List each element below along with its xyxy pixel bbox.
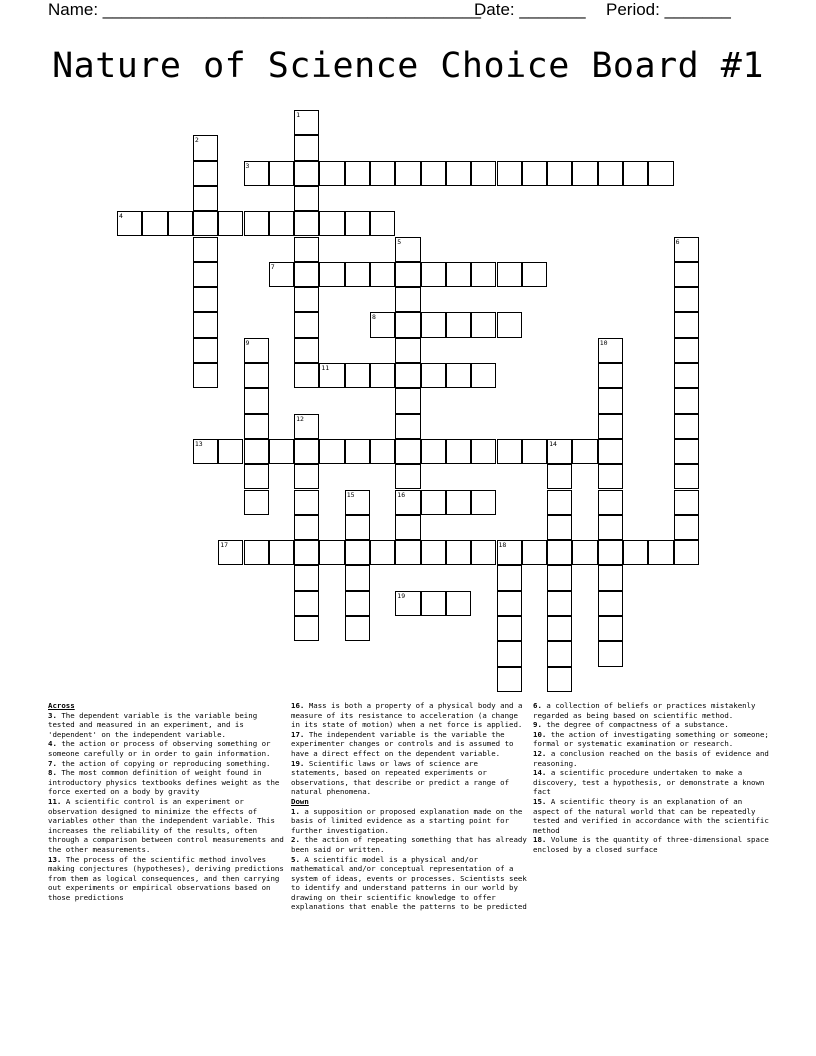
grid-cell[interactable]: [244, 464, 269, 489]
clue-text: the action or process of observing something or someone carefully or in order to gain information.: [48, 739, 271, 758]
grid-cell[interactable]: [471, 540, 496, 565]
clue-num: 9.: [533, 720, 542, 730]
clue-num: 17.: [291, 729, 305, 739]
clue-number: 7: [270, 262, 275, 271]
clue-text: a collection of beliefs or practices mistakenly regarded as being based on scientific method.: [533, 701, 756, 720]
grid-cell[interactable]: [497, 667, 522, 692]
period-label[interactable]: Period: _______: [606, 0, 731, 19]
grid-cell[interactable]: [244, 338, 269, 363]
grid-cell[interactable]: [294, 161, 319, 186]
grid-cell[interactable]: [522, 161, 547, 186]
grid-cell[interactable]: [294, 439, 319, 464]
grid-cell[interactable]: [471, 312, 496, 337]
grid-cell[interactable]: [193, 161, 218, 186]
grid-cell[interactable]: [674, 388, 699, 413]
clue-across: [291, 701, 527, 730]
grid-cell[interactable]: [345, 211, 370, 236]
grid-cell[interactable]: [294, 515, 319, 540]
grid-cell[interactable]: [547, 591, 572, 616]
grid-cell[interactable]: [446, 363, 471, 388]
grid-cell[interactable]: [294, 363, 319, 388]
clue-number: 12: [296, 414, 304, 423]
grid-cell[interactable]: [674, 312, 699, 337]
grid-cell[interactable]: [547, 515, 572, 540]
grid-cell[interactable]: [471, 439, 496, 464]
clue-down: [533, 768, 769, 797]
clue-number: 1: [296, 111, 301, 119]
grid-cell[interactable]: [395, 439, 420, 464]
grid-cell[interactable]: [294, 591, 319, 616]
clue-number: 5: [397, 237, 402, 246]
grid-cell[interactable]: [395, 287, 420, 312]
clue-number: 13: [194, 439, 203, 448]
clue-num: 1.: [291, 806, 300, 816]
grid-cell[interactable]: [572, 161, 597, 186]
clue-text: The process of the scientific method involves making conjectures (hypotheses), deriving predictions from them as logical consequences, and then carrying out experiments or empirical observations based on those predictions: [48, 854, 284, 902]
grid-cell[interactable]: [674, 414, 699, 439]
page-title: Nature of Science Choice Board #1: [52, 46, 764, 86]
clue-down: [291, 855, 527, 913]
clue-number: 9: [245, 338, 250, 347]
grid-cell[interactable]: [168, 211, 193, 236]
grid-cell[interactable]: [395, 414, 420, 439]
grid-cell[interactable]: [547, 490, 572, 515]
clue-text: the action of investigating something or someone; formal or systematic examination or research.: [533, 729, 769, 749]
grid-cell[interactable]: [193, 312, 218, 337]
grid-cell[interactable]: [598, 641, 623, 666]
clue-down: [533, 749, 769, 768]
grid-cell[interactable]: [294, 338, 319, 363]
grid-cell[interactable]: [446, 540, 471, 565]
grid-cell[interactable]: [598, 515, 623, 540]
clue-number: 18: [498, 541, 507, 550]
grid-cell[interactable]: [294, 186, 319, 211]
grid-cell[interactable]: [193, 287, 218, 312]
clue-across: [48, 739, 284, 758]
grid-cell[interactable]: [497, 262, 522, 287]
grid-cell[interactable]: [294, 490, 319, 515]
grid-cell[interactable]: [244, 439, 269, 464]
clue-num: 12.: [533, 748, 547, 758]
grid-cell[interactable]: [421, 161, 446, 186]
grid-cell[interactable]: [547, 464, 572, 489]
grid-cell[interactable]: [598, 616, 623, 641]
grid-cell[interactable]: [598, 591, 623, 616]
across-clues-part-2: [291, 701, 527, 797]
grid-cell[interactable]: [345, 515, 370, 540]
grid-cell[interactable]: [395, 388, 420, 413]
grid-cell[interactable]: [674, 515, 699, 540]
clue-text: Volume is the quantity of three-dimensional space enclosed by a closed surface: [533, 835, 769, 854]
grid-cell[interactable]: [370, 211, 395, 236]
grid-cell[interactable]: [421, 262, 446, 287]
grid-cell[interactable]: [294, 262, 319, 287]
grid-cell[interactable]: [421, 363, 446, 388]
grid-cell[interactable]: [294, 135, 319, 160]
grid-cell[interactable]: [294, 540, 319, 565]
grid-cell[interactable]: [547, 439, 572, 464]
clue-num: 15.: [533, 796, 547, 806]
grid-cell[interactable]: [269, 439, 294, 464]
grid-cell[interactable]: [598, 338, 623, 363]
grid-cell[interactable]: [345, 490, 370, 515]
grid-cell[interactable]: [370, 262, 395, 287]
clue-down: [533, 797, 769, 835]
grid-cell[interactable]: [269, 540, 294, 565]
grid-cell[interactable]: [319, 540, 344, 565]
grid-cell[interactable]: [193, 439, 218, 464]
grid-cell[interactable]: [370, 312, 395, 337]
down-clues-part-2: [533, 701, 769, 855]
grid-cell[interactable]: [345, 363, 370, 388]
grid-cell[interactable]: [547, 161, 572, 186]
across-heading: Across: [48, 701, 75, 710]
grid-cell[interactable]: [471, 490, 496, 515]
grid-cell[interactable]: [269, 161, 294, 186]
grid-cell[interactable]: [598, 161, 623, 186]
grid-cell[interactable]: [497, 591, 522, 616]
grid-cell[interactable]: [294, 414, 319, 439]
grid-cell[interactable]: [319, 363, 344, 388]
grid-cell[interactable]: [648, 540, 673, 565]
clue-number: 16: [397, 490, 406, 499]
clue-num: 7.: [48, 758, 57, 768]
grid-cell[interactable]: [446, 161, 471, 186]
clue-number: 15: [346, 490, 355, 499]
grid-cell[interactable]: [319, 211, 344, 236]
clue-num: 4.: [48, 739, 57, 749]
grid-cell[interactable]: [244, 388, 269, 413]
grid-cell[interactable]: [395, 363, 420, 388]
grid-cell[interactable]: [598, 439, 623, 464]
clue-across: [291, 759, 527, 797]
grid-cell[interactable]: [218, 439, 243, 464]
grid-cell[interactable]: [370, 439, 395, 464]
clue-down: [533, 720, 769, 730]
grid-cell[interactable]: [319, 262, 344, 287]
clue-down: [291, 807, 527, 836]
grid-cell[interactable]: [218, 211, 243, 236]
grid-cell[interactable]: [193, 237, 218, 262]
grid-cell[interactable]: [497, 312, 522, 337]
grid-cell[interactable]: [395, 591, 420, 616]
grid-cell[interactable]: [345, 262, 370, 287]
clue-num: 19.: [291, 758, 305, 768]
grid-cell[interactable]: [193, 211, 218, 236]
clue-num: 14.: [533, 768, 547, 778]
grid-cell[interactable]: [370, 161, 395, 186]
grid-cell[interactable]: [117, 211, 142, 236]
clue-down: [533, 835, 769, 854]
grid-cell[interactable]: [395, 237, 420, 262]
grid-cell[interactable]: [370, 363, 395, 388]
clue-number: 17: [220, 541, 229, 550]
clue-number: 10: [599, 338, 608, 347]
clue-num: 11.: [48, 796, 62, 806]
grid-cell[interactable]: [572, 540, 597, 565]
grid-cell[interactable]: [319, 161, 344, 186]
clue-text: Mass is both a property of a physical body and a measure of its resistance to acceleration (a change in its state of motion) when a net force is applied.: [291, 701, 523, 730]
grid-cell[interactable]: [421, 490, 446, 515]
grid-cell[interactable]: [345, 439, 370, 464]
grid-cell[interactable]: [446, 262, 471, 287]
grid-cell[interactable]: [193, 262, 218, 287]
clue-down: [533, 701, 769, 720]
grid-cell[interactable]: [674, 287, 699, 312]
grid-cell[interactable]: [598, 490, 623, 515]
grid-cell[interactable]: [497, 439, 522, 464]
grid-cell[interactable]: [294, 211, 319, 236]
grid-cell[interactable]: [497, 641, 522, 666]
grid-cell[interactable]: [421, 439, 446, 464]
grid-cell[interactable]: [674, 262, 699, 287]
grid-cell[interactable]: [319, 439, 344, 464]
grid-cell[interactable]: [674, 439, 699, 464]
grid-cell[interactable]: [497, 565, 522, 590]
grid-cell[interactable]: [446, 312, 471, 337]
grid-cell[interactable]: [244, 490, 269, 515]
clue-number: 6: [675, 237, 680, 246]
grid-cell[interactable]: [294, 312, 319, 337]
grid-cell[interactable]: [674, 363, 699, 388]
grid-cell[interactable]: [395, 540, 420, 565]
grid-cell[interactable]: [269, 262, 294, 287]
grid-cell[interactable]: [244, 363, 269, 388]
clue-num: 16.: [291, 701, 305, 710]
grid-cell[interactable]: [598, 565, 623, 590]
clue-text: the action of repeating something that has already been said or written.: [291, 835, 527, 854]
grid-cell[interactable]: [193, 338, 218, 363]
grid-cell[interactable]: [547, 565, 572, 590]
grid-cell[interactable]: [294, 287, 319, 312]
clue-across: [48, 711, 284, 740]
grid-cell[interactable]: [648, 161, 673, 186]
grid-cell[interactable]: [395, 338, 420, 363]
clue-number: 2: [194, 136, 199, 145]
grid-cell[interactable]: [522, 439, 547, 464]
clue-down: [533, 730, 769, 749]
grid-cell[interactable]: [547, 616, 572, 641]
grid-cell[interactable]: [244, 414, 269, 439]
grid-cell[interactable]: [395, 312, 420, 337]
grid-cell[interactable]: [345, 616, 370, 641]
grid-cell[interactable]: [421, 540, 446, 565]
clue-text: A scientific control is an experiment or observation designed to minimize the effects of variables other than the independent variable. This increases the reliability of the results, often through a comparison between control measurements and the other measurements.: [48, 796, 284, 854]
clue-num: 10.: [533, 729, 547, 739]
clue-across: [48, 797, 284, 855]
grid-cell[interactable]: [345, 161, 370, 186]
clue-num: 2.: [291, 835, 300, 845]
grid-cell[interactable]: [674, 464, 699, 489]
clue-across: [48, 759, 284, 769]
grid-cell[interactable]: [446, 591, 471, 616]
clue-across: [48, 855, 284, 903]
grid-cell[interactable]: [471, 161, 496, 186]
grid-cell[interactable]: [674, 540, 699, 565]
clue-text: a scientific procedure undertaken to make a discovery, test a hypothesis, or demonstrate a known fact: [533, 768, 765, 797]
grid-cell[interactable]: [345, 591, 370, 616]
grid-cell[interactable]: [598, 540, 623, 565]
grid-cell[interactable]: [421, 312, 446, 337]
clue-text: The dependent variable is the variable being tested and measured in an experiment, and is 'dependent' on the independent variable.: [48, 710, 258, 739]
grid-cell[interactable]: [572, 439, 597, 464]
grid-cell[interactable]: [395, 262, 420, 287]
clue-num: 6.: [533, 701, 542, 710]
grid-cell[interactable]: [623, 161, 648, 186]
clue-num: 8.: [48, 768, 57, 778]
across-clues-part-1: [48, 711, 284, 903]
clue-num: 5.: [291, 854, 300, 864]
grid-cell[interactable]: [142, 211, 167, 236]
clues-column-2: [291, 701, 527, 912]
clue-text: The independent variable is the variable the experimenter changes or controls and is assumed to have a direct effect on the dependent variable.: [291, 729, 514, 758]
grid-cell[interactable]: [547, 641, 572, 666]
clue-text: The most common definition of weight found in introductory physics textbooks defines weight as the force exerted on a body by gravity: [48, 768, 280, 797]
clue-number: 19: [397, 591, 406, 600]
clue-text: A scientific theory is an explanation of an aspect of the natural world that can be repeatedly tested and verified in accordance with the scientific method: [533, 796, 769, 835]
clue-num: 3.: [48, 710, 57, 720]
grid-cell[interactable]: [193, 363, 218, 388]
grid-cell[interactable]: [269, 211, 294, 236]
grid-cell[interactable]: [294, 110, 319, 135]
grid-cell[interactable]: [522, 540, 547, 565]
clues-column-3: [533, 701, 769, 855]
grid-cell[interactable]: [522, 262, 547, 287]
down-heading: Down: [291, 796, 309, 806]
grid-cell[interactable]: [370, 540, 395, 565]
grid-cell[interactable]: [294, 565, 319, 590]
grid-cell[interactable]: [547, 667, 572, 692]
clue-num: 13.: [48, 854, 62, 864]
clue-text: A scientific model is a physical and/or mathematical and/or conceptual representation of a system of ideas, events or processes. Scientists seek to identify and understand patterns in our world by drawing on their scientific knowledge to offer explanations that enable the patterns to be predicted: [291, 854, 527, 912]
grid-cell[interactable]: [623, 540, 648, 565]
clue-text: a conclusion reached on the basis of evidence and reasoning.: [533, 748, 769, 768]
grid-cell[interactable]: [294, 464, 319, 489]
grid-cell[interactable]: [395, 464, 420, 489]
grid-cell[interactable]: [674, 237, 699, 262]
clue-down: [291, 835, 527, 854]
grid-cell[interactable]: [674, 490, 699, 515]
clue-text: the degree of compactness of a substance.: [546, 720, 729, 730]
grid-cell[interactable]: [395, 515, 420, 540]
clues-column-1: [48, 701, 284, 902]
grid-cell[interactable]: [471, 262, 496, 287]
grid-cell[interactable]: [218, 540, 243, 565]
grid-cell[interactable]: [244, 161, 269, 186]
grid-cell[interactable]: [345, 565, 370, 590]
clue-text: Scientific laws or laws of science are statements, based on repeated experiments or observations, that describe or predict a range of natural phenomena.: [291, 758, 510, 797]
name-label[interactable]: Name: ________________________________________: [48, 0, 481, 19]
grid-cell[interactable]: [446, 439, 471, 464]
grid-cell[interactable]: [395, 161, 420, 186]
grid-cell[interactable]: [395, 490, 420, 515]
grid-cell[interactable]: [193, 135, 218, 160]
clue-num: 18.: [533, 835, 547, 845]
grid-cell[interactable]: [598, 388, 623, 413]
clue-text: a supposition or proposed explanation made on the basis of limited evidence as a starting point for further investigation.: [291, 806, 523, 835]
clue-text: the action of copying or reproducing something.: [61, 758, 271, 768]
grid-cell[interactable]: [598, 414, 623, 439]
clue-number: 4: [119, 212, 123, 221]
grid-cell[interactable]: [244, 540, 269, 565]
grid-cell[interactable]: [471, 363, 496, 388]
clue-number: 14: [549, 439, 557, 448]
grid-cell[interactable]: [294, 237, 319, 262]
clue-number: 11: [321, 364, 330, 372]
grid-cell[interactable]: [598, 464, 623, 489]
grid-cell[interactable]: [421, 591, 446, 616]
date-label[interactable]: Date: _______: [474, 0, 586, 19]
grid-cell[interactable]: [547, 540, 572, 565]
grid-cell[interactable]: [497, 161, 522, 186]
clue-number: 3: [245, 161, 250, 170]
grid-cell[interactable]: [674, 338, 699, 363]
down-clues-part-1: [291, 807, 527, 913]
grid-cell[interactable]: [497, 540, 522, 565]
clue-across: [291, 730, 527, 759]
clue-number: 8: [372, 313, 376, 322]
grid-cell[interactable]: [244, 211, 269, 236]
grid-cell[interactable]: [294, 616, 319, 641]
grid-cell[interactable]: [345, 540, 370, 565]
clue-across: [48, 768, 284, 797]
grid-cell[interactable]: [598, 363, 623, 388]
grid-cell[interactable]: [193, 186, 218, 211]
grid-cell[interactable]: [497, 616, 522, 641]
grid-cell[interactable]: [446, 490, 471, 515]
